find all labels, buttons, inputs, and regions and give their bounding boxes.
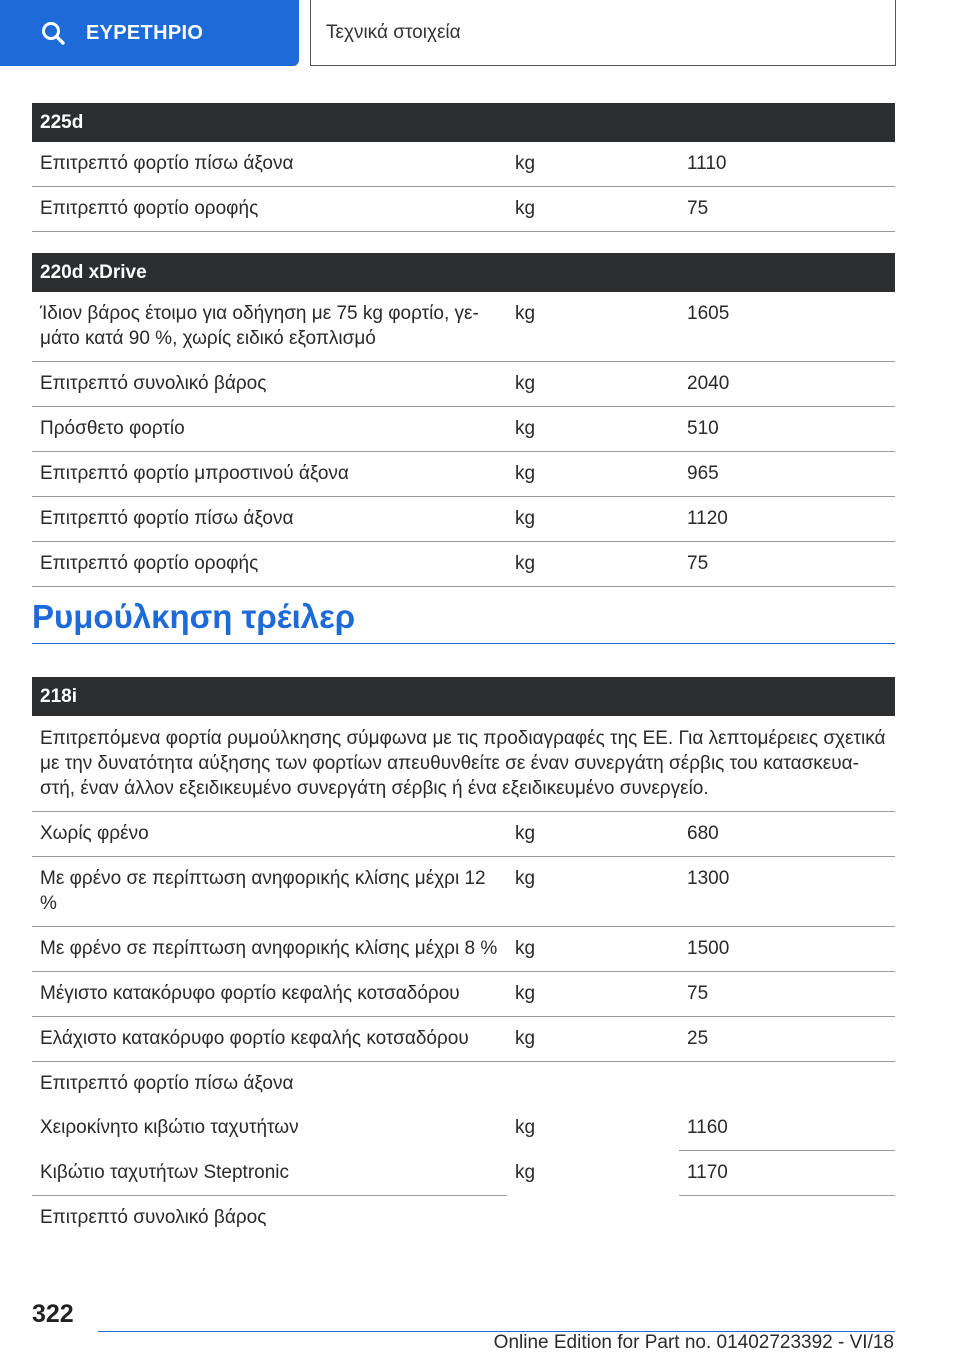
row-label: Επιτρεπτό συνολικό βάρος xyxy=(32,362,507,407)
row-value: 75 xyxy=(679,972,895,1017)
row-value: 1605 xyxy=(679,292,895,362)
table-row xyxy=(32,1151,895,1196)
section-tab[interactable] xyxy=(310,0,896,66)
index-button-label: ΕΥΡΕΤΗΡΙΟ xyxy=(86,21,204,44)
spec-table-220d-xdrive xyxy=(32,253,895,587)
row-unit: kg xyxy=(507,142,679,187)
row-unit: kg xyxy=(507,497,679,542)
row-label: Χειροκίνητο κιβώτιο ταχυτήτων xyxy=(40,1117,299,1138)
spec-table-218i xyxy=(32,677,895,1240)
table-row xyxy=(32,292,895,362)
row-value: 1300 xyxy=(679,857,895,927)
table-group-row xyxy=(32,1062,895,1107)
table-row xyxy=(32,452,895,497)
table-row xyxy=(32,927,895,972)
row-label: Ελάχιστο κατακόρυφο φορτίο κεφαλής κοτσαδόρου xyxy=(32,1017,507,1062)
table-row xyxy=(32,362,895,407)
table-row xyxy=(32,142,895,187)
row-label: Ίδιον βάρος έτοιμο για οδήγηση με 75 kg φορτίο, γεμάτο κατά 90 %, χωρίς ειδικό εξοπλισμό xyxy=(32,292,507,362)
table-row xyxy=(32,1017,895,1062)
row-value: 1120 xyxy=(679,497,895,542)
index-button[interactable] xyxy=(0,0,299,66)
row-unit: kg xyxy=(507,187,679,232)
row-unit: kg xyxy=(507,927,679,972)
row-value: 680 xyxy=(679,812,895,857)
table-row xyxy=(32,497,895,542)
row-label: Μέγιστο κατακόρυφο φορτίο κεφαλής κοτσαδόρου xyxy=(32,972,507,1017)
table-row xyxy=(32,1196,895,1241)
row-label: Χωρίς φρένο xyxy=(32,812,507,857)
table-row xyxy=(32,187,895,232)
row-label: Επιτρεπτό φορτίο πίσω άξονα xyxy=(32,142,507,187)
row-unit: kg xyxy=(507,542,679,587)
row-value: 1500 xyxy=(679,927,895,972)
top-bar xyxy=(0,0,960,66)
row-label: Επιτρεπτό φορτίο οροφής xyxy=(32,187,507,232)
table-row xyxy=(32,407,895,452)
group-label: Επιτρεπτό φορτίο πίσω άξονα xyxy=(40,1073,294,1094)
row-value: 510 xyxy=(679,407,895,452)
search-icon xyxy=(40,20,66,46)
table-row xyxy=(32,542,895,587)
section-title: Ρυμούλκηση τρέιλερ xyxy=(32,598,895,644)
row-unit: kg xyxy=(507,362,679,407)
row-label: Επιτρεπτό φορτίο μπροστινού άξονα xyxy=(32,452,507,497)
row-value: 75 xyxy=(679,542,895,587)
row-value: 25 xyxy=(679,1017,895,1062)
row-label: Με φρένο σε περίπτωση ανηφορικής κλίσης μέχρι 8 % xyxy=(32,927,507,972)
row-label: Επιτρεπτό συνολικό βάρος xyxy=(40,1207,267,1228)
table-row xyxy=(32,1106,895,1151)
row-unit: kg xyxy=(507,857,679,927)
row-unit: kg xyxy=(507,1017,679,1062)
edition-note: Online Edition for Part no. 01402723392 - VI/18 xyxy=(493,1332,894,1353)
row-label: Επιτρεπτό φορτίο πίσω άξονα xyxy=(32,497,507,542)
table-row xyxy=(32,972,895,1017)
row-label: Με φρένο σε περίπτωση ανηφορικής κλίσης μέχρι 12 % xyxy=(32,857,507,927)
spec-table-225d xyxy=(32,103,895,232)
row-value: 1160 xyxy=(679,1106,895,1151)
row-value: 965 xyxy=(679,452,895,497)
table-header: 218i xyxy=(32,677,895,716)
row-label: Κιβώτιο ταχυτήτων Steptronic xyxy=(32,1151,507,1196)
row-value: 1110 xyxy=(679,142,895,187)
table-note-row xyxy=(32,716,895,812)
table-row xyxy=(32,812,895,857)
table-header: 220d xDrive xyxy=(32,253,895,292)
table-note: Επιτρεπόμενα φορτία ρυμούλκησης σύμφωνα με τις προδιαγραφές της ΕΕ. Για λεπτομέρειες σχετικά με την δυνατότητα αύξησης των φορτίων απευθυνθείτε σε έναν συνεργάτη σέρβις του κατασκευαστή, έναν άλλον εξειδικευμένο συνεργάτη σέρβις ή ένα εξειδικευμένο συνεργείο. xyxy=(32,716,895,812)
row-value: 1170 xyxy=(679,1151,895,1196)
row-label: Πρόσθετο φορτίο xyxy=(32,407,507,452)
row-value: 2040 xyxy=(679,362,895,407)
table-row xyxy=(32,857,895,927)
row-label: Επιτρεπτό φορτίο οροφής xyxy=(32,542,507,587)
row-unit: kg xyxy=(507,292,679,362)
row-unit: kg xyxy=(507,452,679,497)
page-number: 322 xyxy=(32,1300,74,1328)
row-unit: kg xyxy=(507,407,679,452)
row-unit: kg xyxy=(507,812,679,857)
row-unit: kg xyxy=(515,1161,536,1183)
table-header: 225d xyxy=(32,103,895,142)
section-tab-label: Τεχνικά στοιχεία xyxy=(326,21,461,43)
row-value: 75 xyxy=(679,187,895,232)
row-unit: kg xyxy=(507,972,679,1017)
row-unit: kg xyxy=(515,1117,536,1138)
